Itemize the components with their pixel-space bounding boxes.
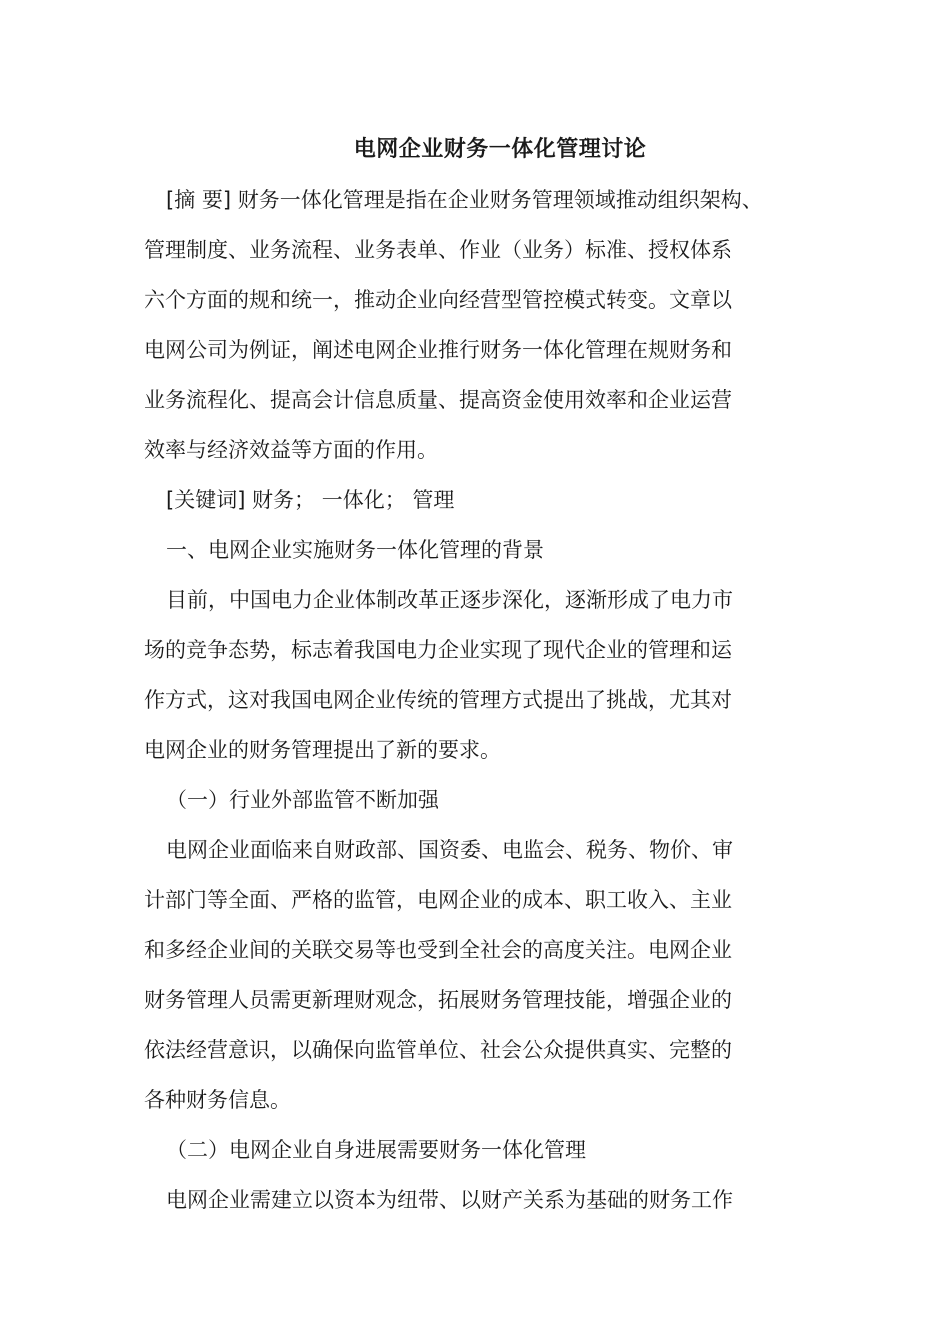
paragraph-2-line-3: 和多经企业间的关联交易等也受到全社会的高度关注。电网企业 — [144, 938, 732, 962]
abstract-line-4: 电网公司为例证，阐述电网企业推行财务一体化管理在规财务和 — [144, 338, 732, 362]
abstract-line-5: 业务流程化、提高会计信息质量、提高资金使用效率和企业运营 — [144, 388, 732, 412]
paragraph-1-line-4: 电网企业的财务管理提出了新的要求。 — [144, 738, 501, 762]
section-heading-1: 一、电网企业实施财务一体化管理的背景 — [166, 538, 544, 562]
paragraph-1-line-1: 目前，中国电力企业体制改革正逐步深化，逐渐形成了电力市 — [166, 588, 733, 612]
paragraph-1-line-2: 场的竞争态势，标志着我国电力企业实现了现代企业的管理和运 — [144, 638, 732, 662]
abstract-line-1: [摘 要] 财务一体化管理是指在企业财务管理领域推动组织架构、 — [166, 188, 763, 212]
paragraph-2-line-5: 依法经营意识，以确保向监管单位、社会公众提供真实、完整的 — [144, 1038, 732, 1062]
abstract-line-2: 管理制度、业务流程、业务表单、作业（业务）标准、授权体系 — [144, 238, 732, 262]
keywords-line: [关键词] 财务； 一体化； 管理 — [166, 488, 455, 512]
paragraph-2-line-2: 计部门等全面、严格的监管，电网企业的成本、职工收入、主业 — [144, 888, 732, 912]
paragraph-3-line-1: 电网企业需建立以资本为纽带、以财产关系为基础的财务工作 — [166, 1188, 733, 1212]
document-title: 电网企业财务一体化管理讨论 — [353, 137, 647, 162]
paragraph-1-line-3: 作方式，这对我国电网企业传统的管理方式提出了挑战，尤其对 — [144, 688, 732, 712]
abstract-line-6: 效率与经济效益等方面的作用。 — [144, 438, 438, 462]
subsection-heading-1: （一）行业外部监管不断加强 — [166, 788, 439, 812]
paragraph-2-line-1: 电网企业面临来自财政部、国资委、电监会、税务、物价、审 — [166, 838, 733, 862]
subsection-heading-2: （二）电网企业自身进展需要财务一体化管理 — [166, 1138, 586, 1162]
abstract-line-3: 六个方面的规和统一，推动企业向经营型管控模式转变。文章以 — [144, 288, 732, 312]
paragraph-2-line-4: 财务管理人员需更新理财观念，拓展财务管理技能，增强企业的 — [144, 988, 732, 1012]
paragraph-2-line-6: 各种财务信息。 — [144, 1088, 291, 1112]
